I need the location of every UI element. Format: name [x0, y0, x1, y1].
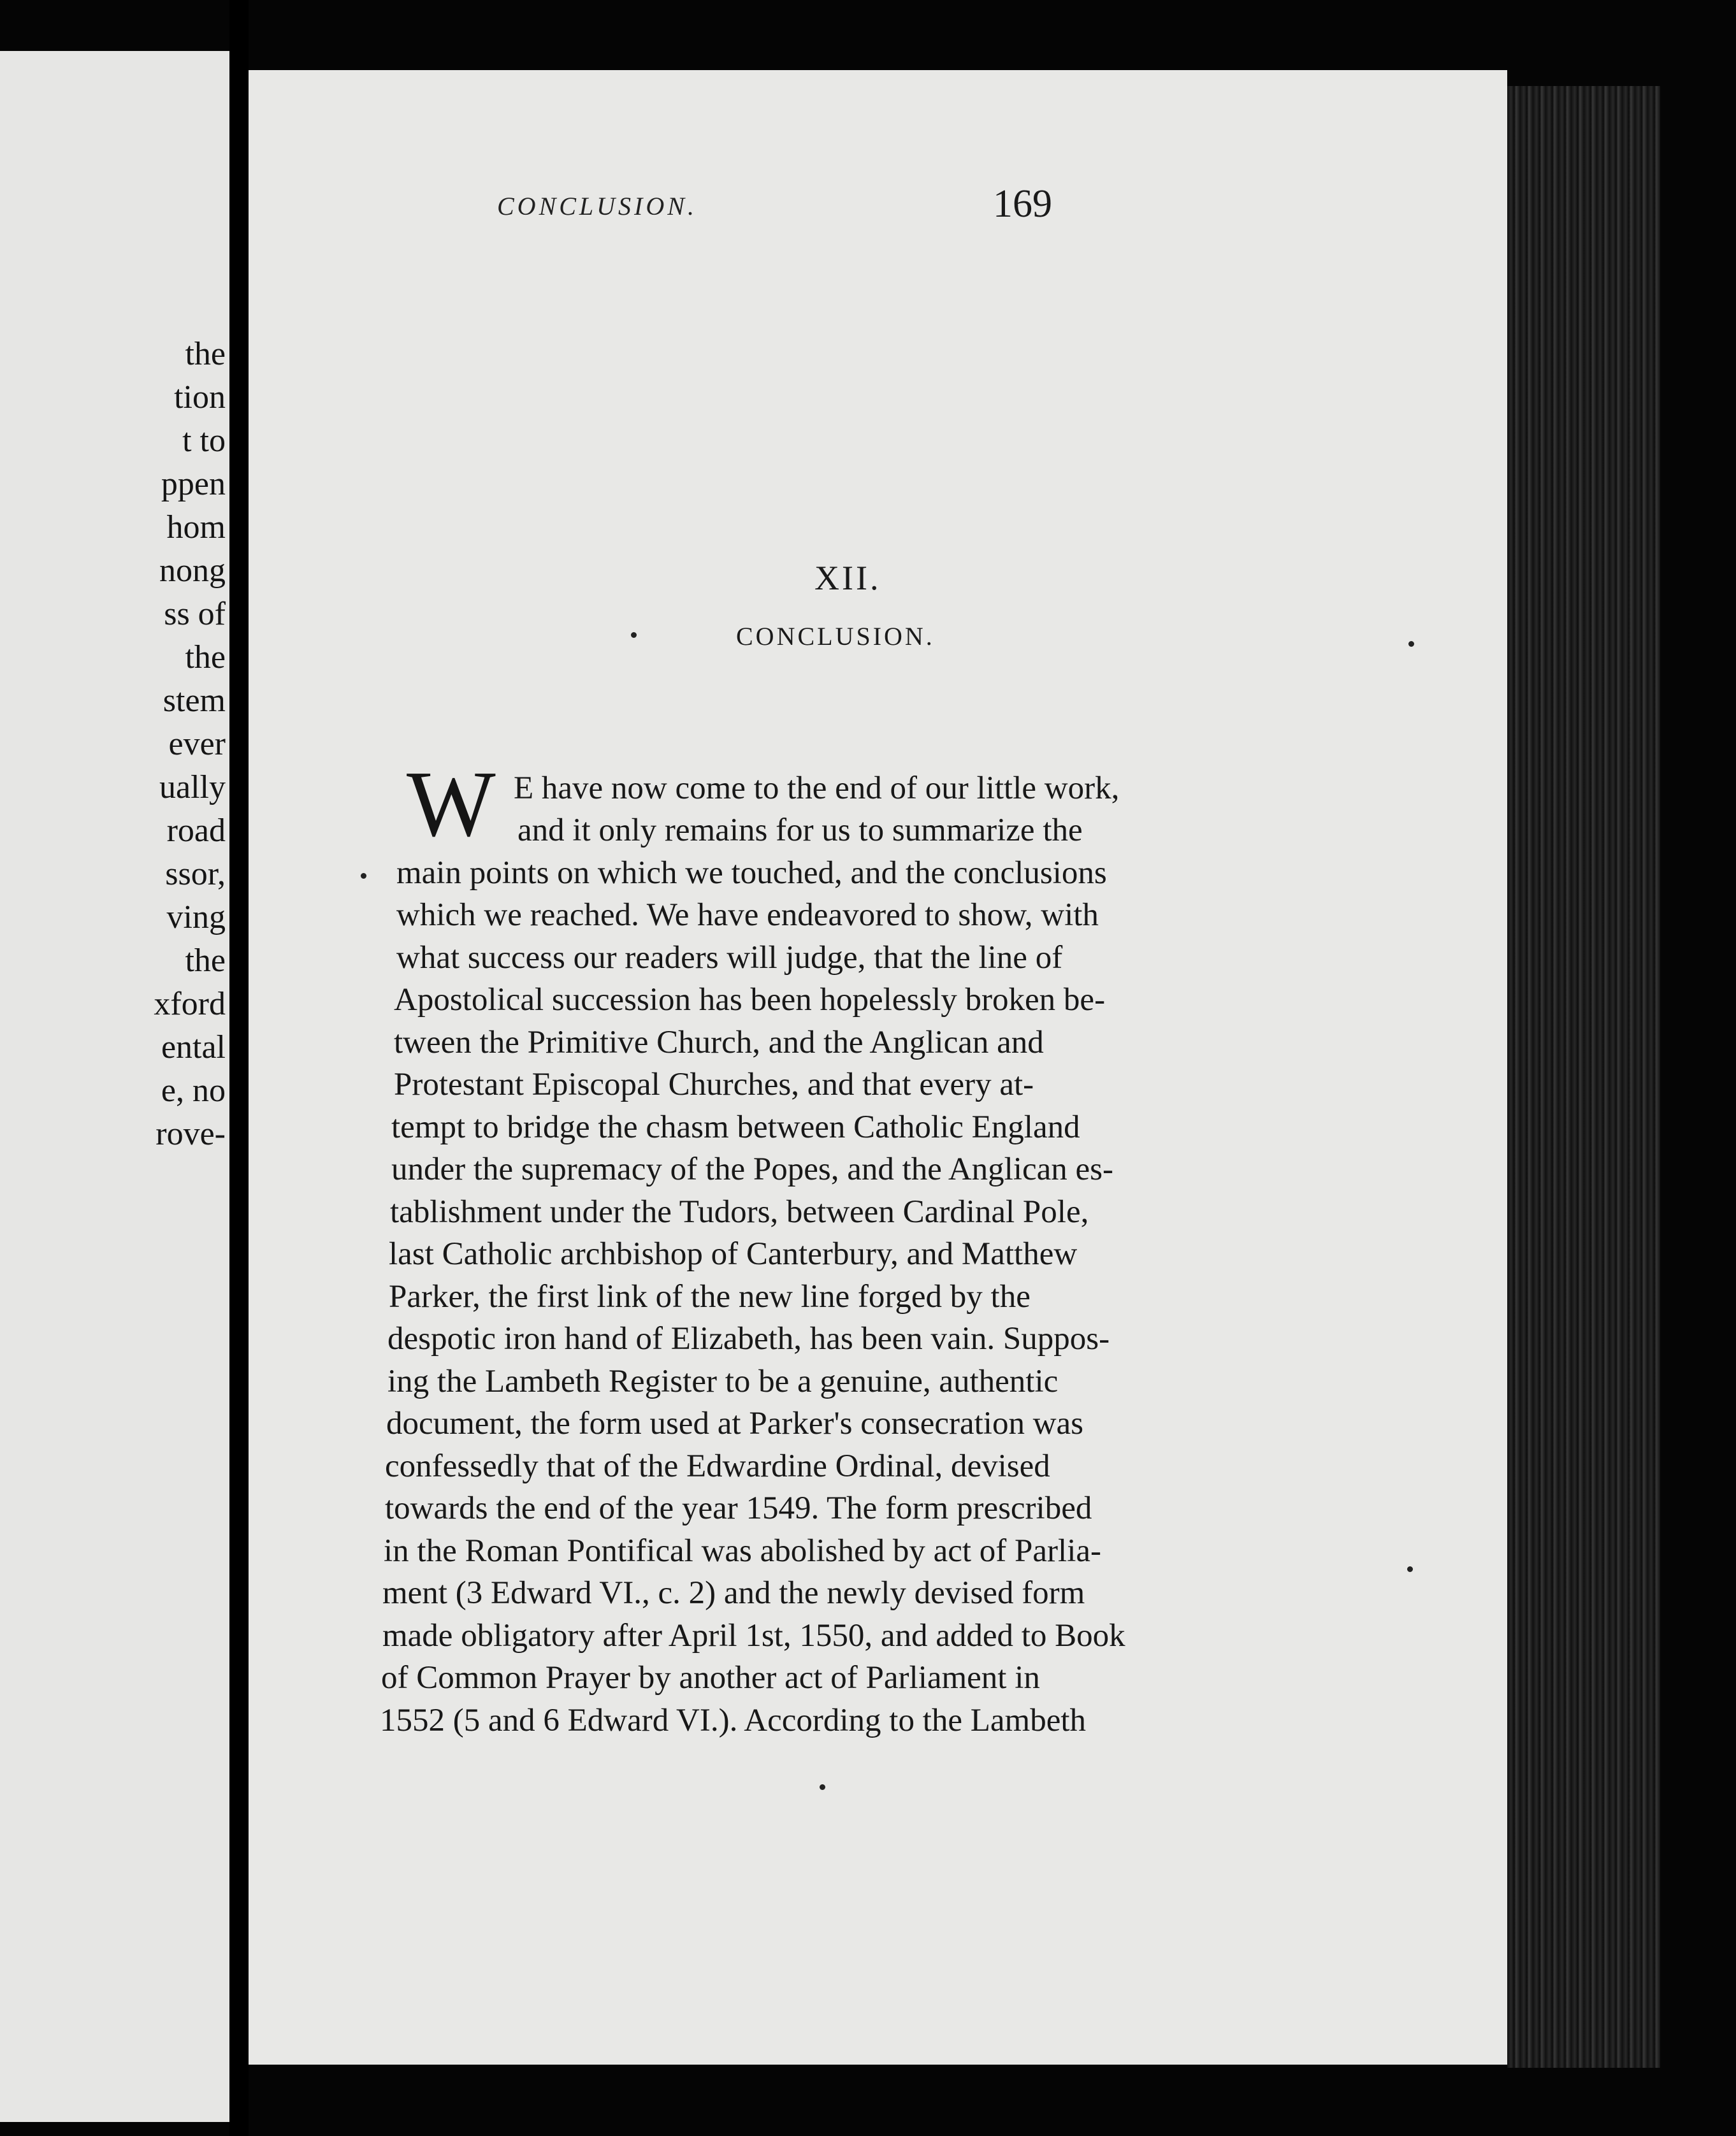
body-line-16: document, the form used at Parker's consecration was — [386, 1406, 1084, 1441]
body-line-23: 1552 (5 and 6 Edward VI.). According to the Lambeth — [380, 1703, 1087, 1738]
body-line-7: tween the Primitive Church, and the Anglican and — [394, 1025, 1044, 1060]
left-line-5: hom — [166, 509, 226, 545]
left-line-19: rove- — [156, 1116, 226, 1152]
body-line-17: confessedly that of the Edwardine Ordinal, devised — [385, 1448, 1050, 1484]
body-line-19: in the Roman Pontifical was abolished by act of Parlia- — [384, 1533, 1101, 1569]
scan-speck — [820, 1784, 825, 1790]
scan-speck — [361, 873, 366, 879]
chapter-title: CONCLUSION. — [736, 622, 935, 651]
left-line-12: road — [166, 812, 226, 849]
left-line-17: ental — [161, 1029, 226, 1065]
left-line-11: ually — [159, 769, 226, 805]
page-number: 169 — [993, 182, 1052, 226]
body-line-20: ment (3 Edward VI., c. 2) and the newly devised form — [382, 1575, 1085, 1611]
body-line-2: and it only remains for us to summarize the — [517, 812, 1083, 848]
body-line-8: Protestant Episcopal Churches, and that every at- — [394, 1067, 1034, 1102]
body-line-12: last Catholic archbishop of Canterbury, and Matthew — [389, 1236, 1078, 1272]
body-line-9: tempt to bridge the chasm between Catholic England — [391, 1109, 1080, 1145]
left-line-16: xford — [154, 986, 226, 1022]
left-line-2: tion — [174, 379, 226, 415]
body-line-22: of Common Prayer by another act of Parliament in — [381, 1660, 1040, 1696]
scan-speck — [631, 632, 637, 638]
body-line-13: Parker, the first link of the new line forged by the — [389, 1279, 1031, 1315]
body-line-15: ing the Lambeth Register to be a genuine, authentic — [387, 1364, 1059, 1399]
left-line-15: the — [185, 942, 226, 979]
left-line-8: the — [185, 639, 226, 675]
body-line-3: main points on which we touched, and the conclusions — [396, 855, 1107, 891]
page-edges — [1507, 86, 1660, 2068]
drop-cap: W — [407, 752, 496, 856]
scan-speck — [1408, 641, 1414, 647]
left-line-3: t to — [182, 422, 226, 459]
scan-speck — [1407, 1566, 1413, 1572]
left-line-4: ppen — [161, 466, 226, 502]
body-line-11: tablishment under the Tudors, between Cardinal Pole, — [390, 1194, 1089, 1230]
left-line-9: stem — [163, 682, 226, 719]
body-line-5: what success our readers will judge, that the line of — [396, 940, 1063, 976]
body-line-4: which we reached. We have endeavored to show, with — [396, 897, 1099, 933]
body-line-18: towards the end of the year 1549. The form prescribed — [385, 1490, 1092, 1526]
body-line-14: despotic iron hand of Elizabeth, has been vain. Suppos- — [387, 1321, 1110, 1357]
left-line-7: ss of — [164, 596, 226, 632]
body-line-6: Apostolical succession has been hopelessly broken be- — [394, 982, 1106, 1018]
left-line-18: e, no — [161, 1072, 226, 1109]
book-gutter — [229, 0, 249, 2136]
running-head: CONCLUSION. — [497, 192, 697, 220]
left-facing-page — [0, 51, 229, 2122]
left-line-1: the — [185, 336, 226, 372]
body-line-10: under the supremacy of the Popes, and the Anglican es- — [391, 1151, 1114, 1187]
chapter-number: XII. — [814, 559, 881, 597]
left-line-6: nong — [159, 552, 226, 589]
left-line-14: ving — [166, 899, 226, 935]
body-line-21: made obligatory after April 1st, 1550, and added to Book — [382, 1618, 1125, 1654]
left-line-13: ssor, — [165, 856, 226, 892]
left-line-10: ever — [168, 726, 226, 762]
body-line-1: E have now come to the end of our little work, — [514, 770, 1120, 806]
